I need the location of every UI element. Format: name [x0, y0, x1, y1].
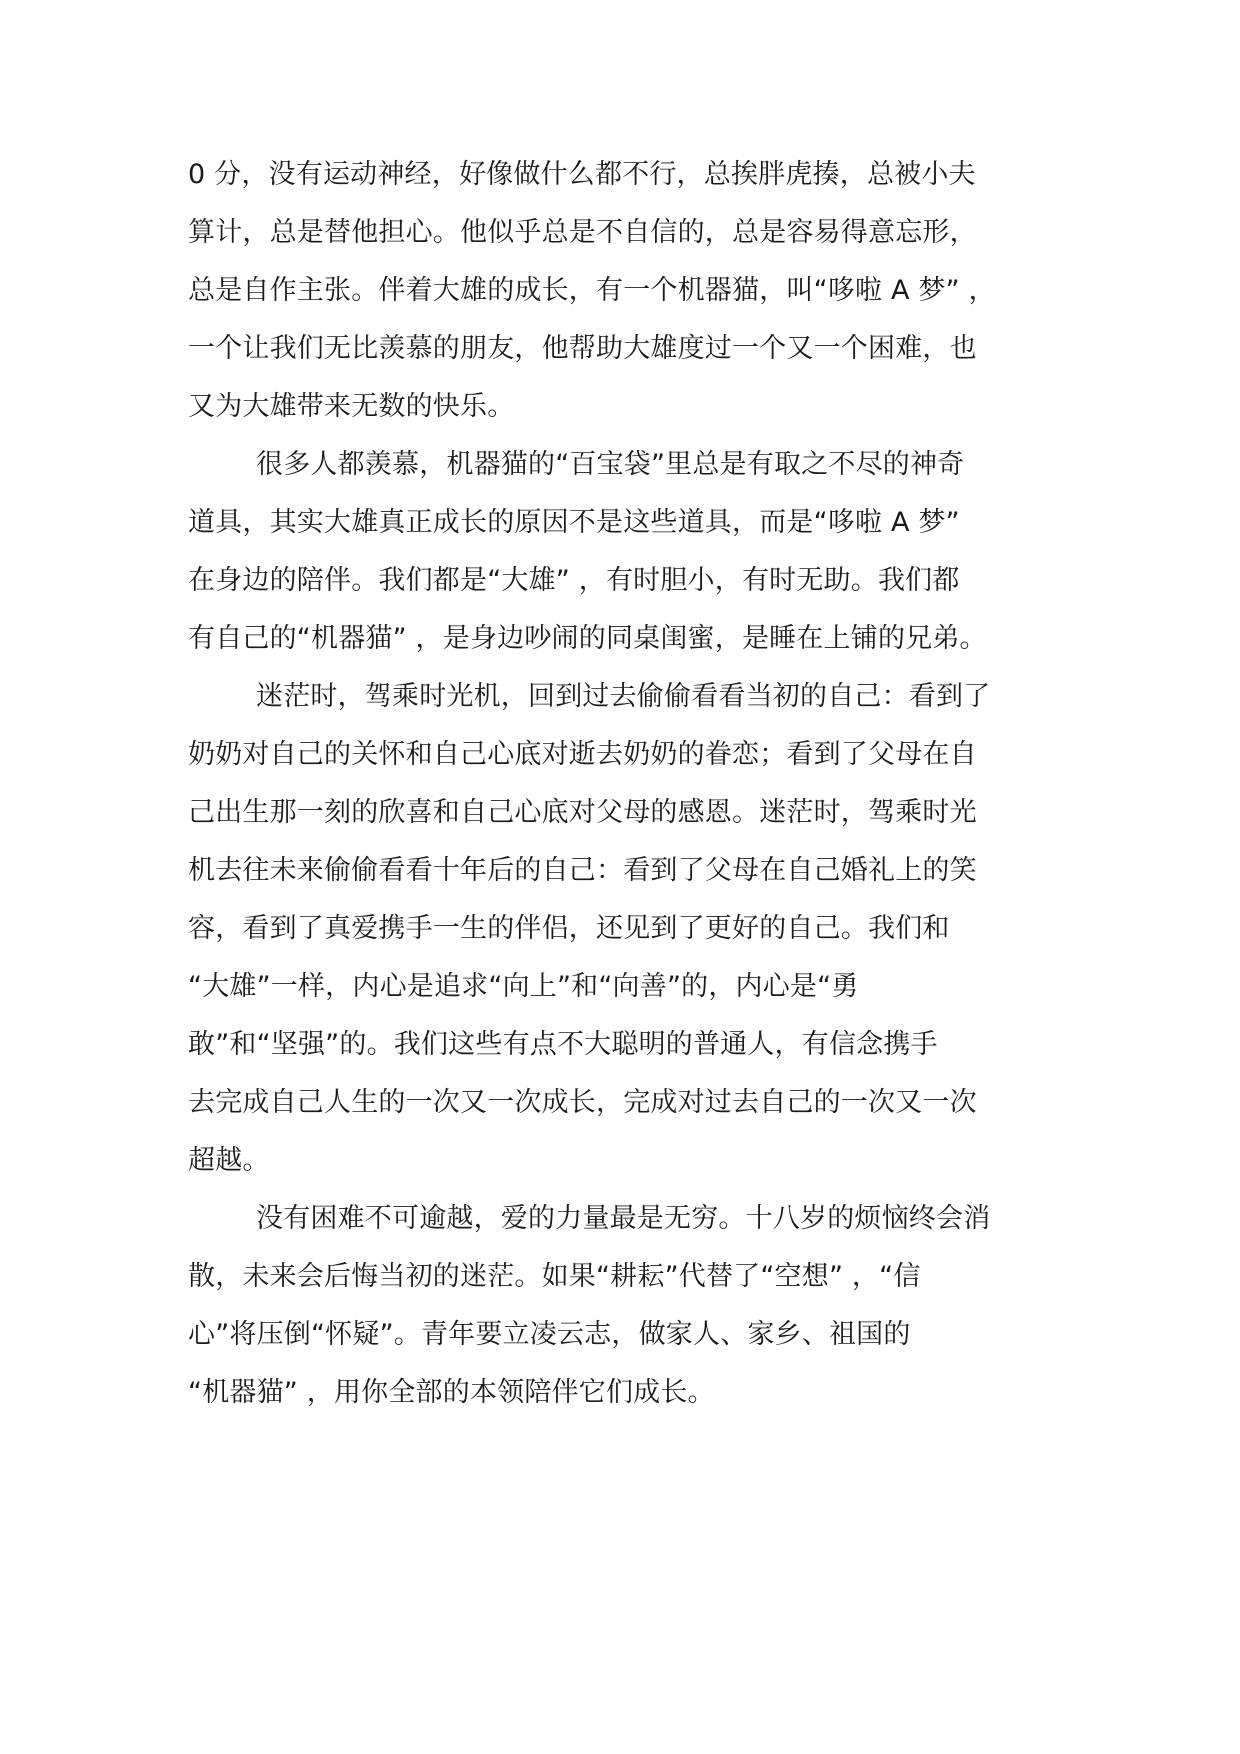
text-line: 心”将压倒“怀疑”。青年要立凌云志，做家人、家乡、祖国的: [188, 1319, 911, 1350]
text-line: 有自己的“机器猫” ，是身边吵闹的同桌闺蜜，是睡在上铺的兄弟。: [188, 623, 987, 654]
text-line: 容，看到了真爱携手一生的伴侣，还见到了更好的自己。我们和: [188, 913, 950, 944]
text-line: 算计，总是替他担心。他似乎总是不自信的，总是容易得意忘形，: [188, 217, 977, 248]
text-line: 超越。: [188, 1145, 270, 1176]
text-line: “机器猫” ，用你全部的本领陪伴它们成长。: [188, 1377, 715, 1408]
paragraph-first-line: 很多人都羡慕，机器猫的“百宝袋”里总是有取之不尽的神奇: [256, 449, 965, 480]
text-line: 敢”和“坚强”的。我们这些有点不大聪明的普通人，有信念携手: [188, 1029, 938, 1060]
text-line: 己出生那一刻的欣喜和自己心底对父母的感恩。迷茫时，驾乘时光: [188, 797, 977, 828]
text-line: 道具，其实大雄真正成长的原因不是这些道具，而是“哆啦 A 梦”: [188, 507, 960, 538]
text-line: “大雄”一样，内心是追求“向上”和“向善”的，内心是“勇: [188, 971, 859, 1002]
paragraph-first-line: 没有困难不可逾越，爱的力量最是无穷。十八岁的烦恼终会消: [256, 1203, 991, 1234]
text-line: 机去往未来偷偷看看十年后的自己：看到了父母在自己婚礼上的笑: [188, 855, 977, 886]
text-line: 0 分，没有运动神经，好像做什么都不行，总挨胖虎揍，总被小夫: [188, 159, 976, 190]
text-line: 总是自作主张。伴着大雄的成长，有一个机器猫，叫“哆啦 A 梦” ，: [188, 275, 996, 306]
text-line: 散，未来会后悔当初的迷茫。如果“耕耘”代替了“空想” ，“信: [188, 1261, 921, 1292]
text-line: 在身边的陪伴。我们都是“大雄” ，有时胆小，有时无助。我们都: [188, 565, 960, 596]
text-line: 奶奶对自己的关怀和自己心底对逝去奶奶的眷恋；看到了父母在自: [188, 739, 977, 770]
text-line: 又为大雄带来无数的快乐。: [188, 391, 515, 422]
paragraph-first-line: 迷茫时，驾乘时光机，回到过去偷偷看看当初的自己：看到了: [256, 681, 991, 712]
text-line: 去完成自己人生的一次又一次成长，完成对过去自己的一次又一次: [188, 1087, 977, 1118]
text-line: 一个让我们无比羡慕的朋友，他帮助大雄度过一个又一个困难，也: [188, 333, 977, 364]
